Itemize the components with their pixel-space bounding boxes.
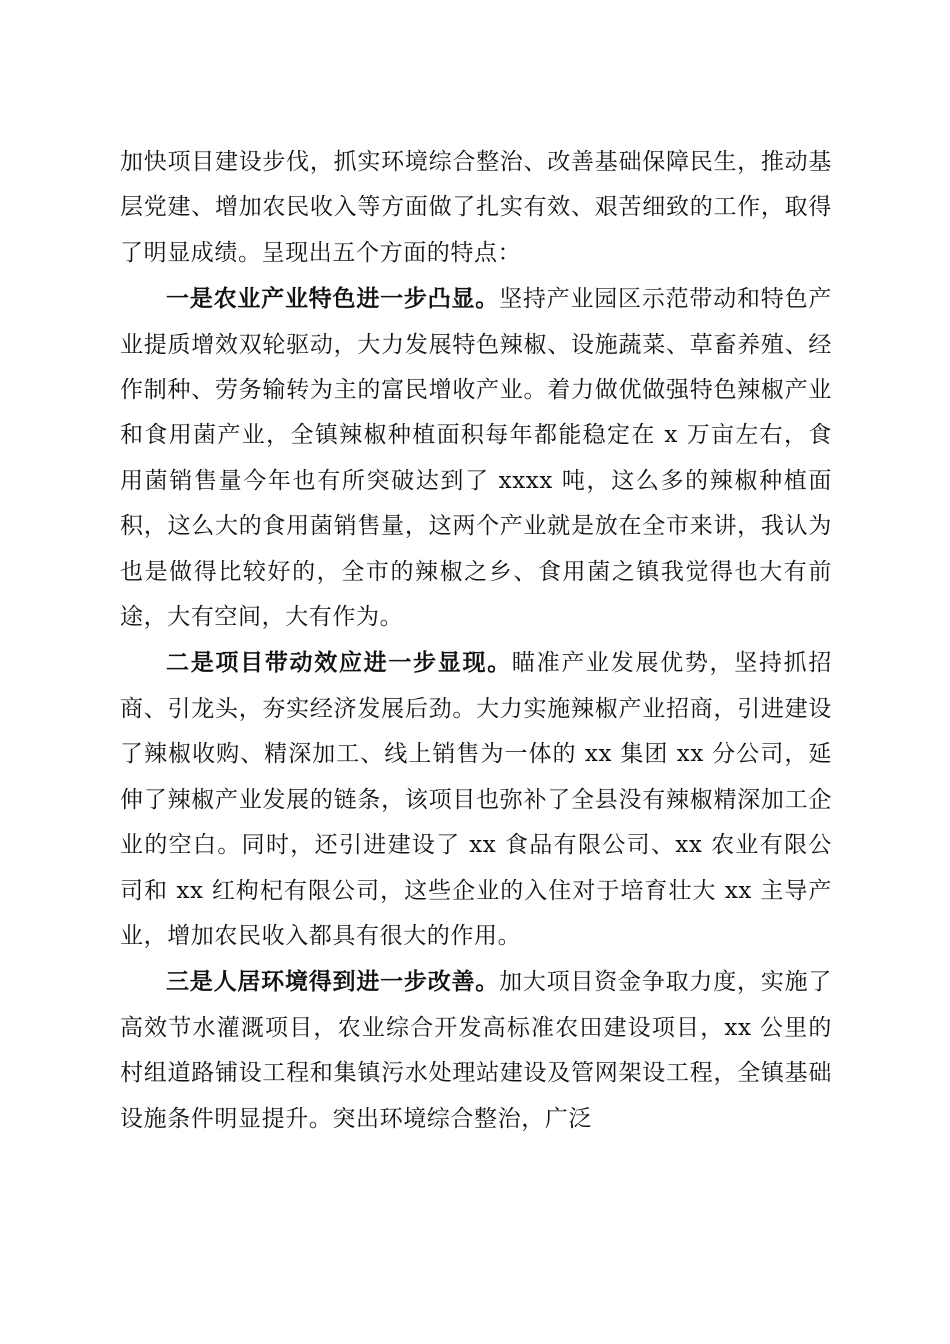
paragraph-lead: 二是项目带动效应进一步显现。 xyxy=(166,649,512,677)
paragraph-projects xyxy=(120,640,832,959)
paragraph-lead: 一是农业产业特色进一步凸显。 xyxy=(166,285,500,313)
document-body xyxy=(120,140,832,1142)
paragraph-text: 加大项目资金争取力度，实施了高效节水灌溉项目，农业综合开发高标准农田建设项目，xx 公里的村组道路铺设工程和集镇污水处理站建设及管网架设工程，全镇基础设施条件明显提升。突出环境综合整治，广泛 xyxy=(120,969,832,1132)
paragraph-environment xyxy=(120,959,832,1142)
paragraph-text: 瞄准产业发展优势，坚持抓招商、引龙头，夯实经济发展后劲。大力实施辣椒产业招商，引进建设了辣椒收购、精深加工、线上销售为一体的 xx 集团 xx 分公司，延伸了辣椒产业发展的链条，该项目也弥补了全县没有辣椒精深加工企业的空白。同时，还引进建设了 xx 食品有限公司、xx 农业有限公司和 xx 红枸杞有限公司，这些企业的入住对于培育壮大 xx 主导产业，增加农民收入都具有很大的作用。 xyxy=(120,650,832,949)
paragraph-lead: 三是人居环境得到进一步改善。 xyxy=(166,968,500,996)
paragraph-intro xyxy=(120,140,832,276)
paragraph-text: 坚持产业园区示范带动和特色产业提质增效双轮驱动，大力发展特色辣椒、设施蔬菜、草畜养殖、经作制种、劳务输转为主的富民增收产业。着力做优做强特色辣椒产业和食用菌产业，全镇辣椒种植面积每年都能稳定在 x 万亩左右，食用菌销售量今年也有所突破达到了 xxxx 吨，这么多的辣椒种植面积，这么大的食用菌销售量，这两个产业就是放在全市来讲，我认为也是做得比较好的，全市的辣椒之乡、食用菌之镇我觉得也大有前途，大有空间，大有作为。 xyxy=(120,286,832,631)
paragraph-agriculture xyxy=(120,276,832,640)
paragraph-text: 加快项目建设步伐，抓实环境综合整治、改善基础保障民生，推动基层党建、增加农民收入等方面做了扎实有效、艰苦细致的工作，取得了明显成绩。呈现出五个方面的特点： xyxy=(120,149,832,266)
